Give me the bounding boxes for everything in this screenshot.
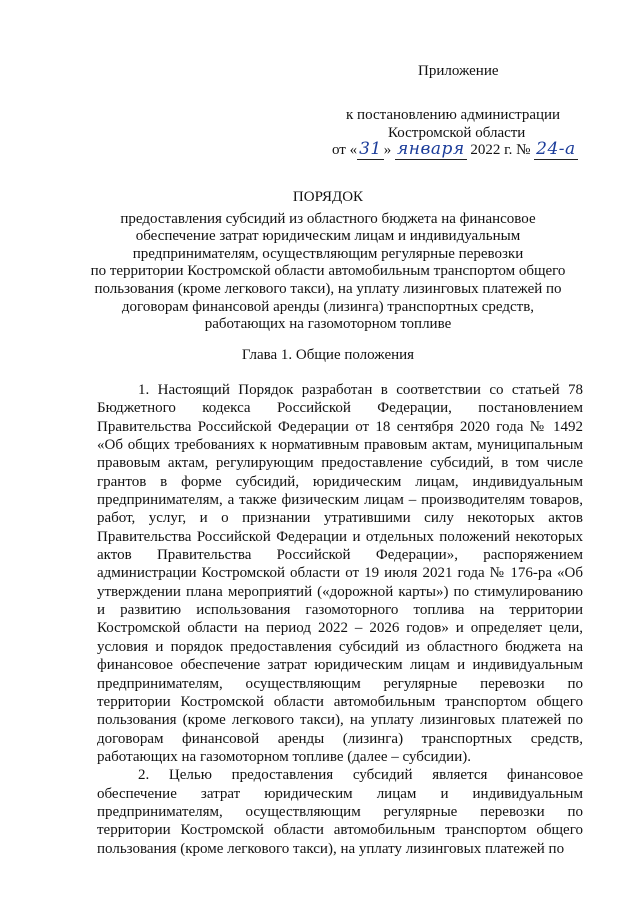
appendix-label: Приложение [418, 63, 499, 79]
title-line: предоставления субсидий из областного бюджета на финансовое [120, 210, 536, 227]
title-line: пользования (кроме легкового такси), на уплату лизинговых платежей по [94, 280, 562, 297]
chapter-heading: Глава 1. Общие положения [241, 347, 415, 363]
handwritten-number: 24-а [536, 139, 576, 159]
title-line: по территории Костромской области автомобильным транспортом общего [90, 263, 566, 280]
year-and-number-label: 2022 г. № [470, 142, 531, 158]
region-name: Костромской области [388, 125, 526, 141]
decree-date-number [332, 140, 578, 159]
title-line: предпринимателям, осуществляющим регулярные перевозки [132, 245, 524, 262]
decree-reference: к постановлению администрации [346, 107, 561, 123]
handwritten-day: 31 [359, 139, 382, 159]
date-quote-close: » [383, 142, 392, 158]
title-heading: ПОРЯДОК [292, 189, 364, 205]
title-line: обеспечение затрат юридическим лицам и индивидуальным [135, 228, 521, 245]
document-title [88, 189, 568, 334]
paragraph: 1. Настоящий Порядок разработан в соответствии со статьей 78 Бюджетного кодекса Российской Федерации, постановлением Правительства Российской Федерации от 18 сентября 2020 года № 1492 «Об общих требованиях к нормативным правовым актам, муниципальным правовым актам, регулирующим предоставление субсидий, в том числе грантов в форме субсидий, юридическим лицам, индивидуальным предпринимателям, а также физическим лицам – производителям товаров, работ, услуг, и о признании утратившими силу некоторых актов Правительства Российской Федерации и отдельных положений некоторых актов Правительства Российской Федерации», распоряжением администрации Костромской области от 19 июля 2021 года № 176-ра «Об утверждении плана мероприятий («дорожной карты») по стимулированию и развитию использования газомоторного топлива на территории Костромской области на период 2022 – 2026 годов» и определяет цели, условия и порядок предоставления субсидий из областного бюджета на финансовое обеспечение затрат юридическим лицам и индивидуальным предпринимателям, осуществляющим регулярные перевозки по территории Костромской области автомобильным транспортом общего пользования (кроме легкового такси), на уплату лизинговых платежей по договорам финансовой аренды (лизинга) транспортных средств, работающих на газомоторном топливе (далее – субсидии). [97, 382, 583, 765]
title-line: работающих на газомоторном топливе [204, 316, 452, 333]
date-prefix: от « [332, 142, 358, 158]
title-line: договорам финансовой аренды (лизинга) транспортных средств, [121, 298, 535, 315]
document-body [97, 381, 583, 858]
paragraph: 2. Целью предоставления субсидий является финансовое обеспечение затрат юридическим лицам и индивидуальным предпринимателям, осуществляющим регулярные перевозки по территории Костромской области автомобильным транспортом общего пользования (кроме легкового такси), на уплату лизинговых платежей по [97, 767, 583, 857]
handwritten-month: января [397, 139, 465, 159]
